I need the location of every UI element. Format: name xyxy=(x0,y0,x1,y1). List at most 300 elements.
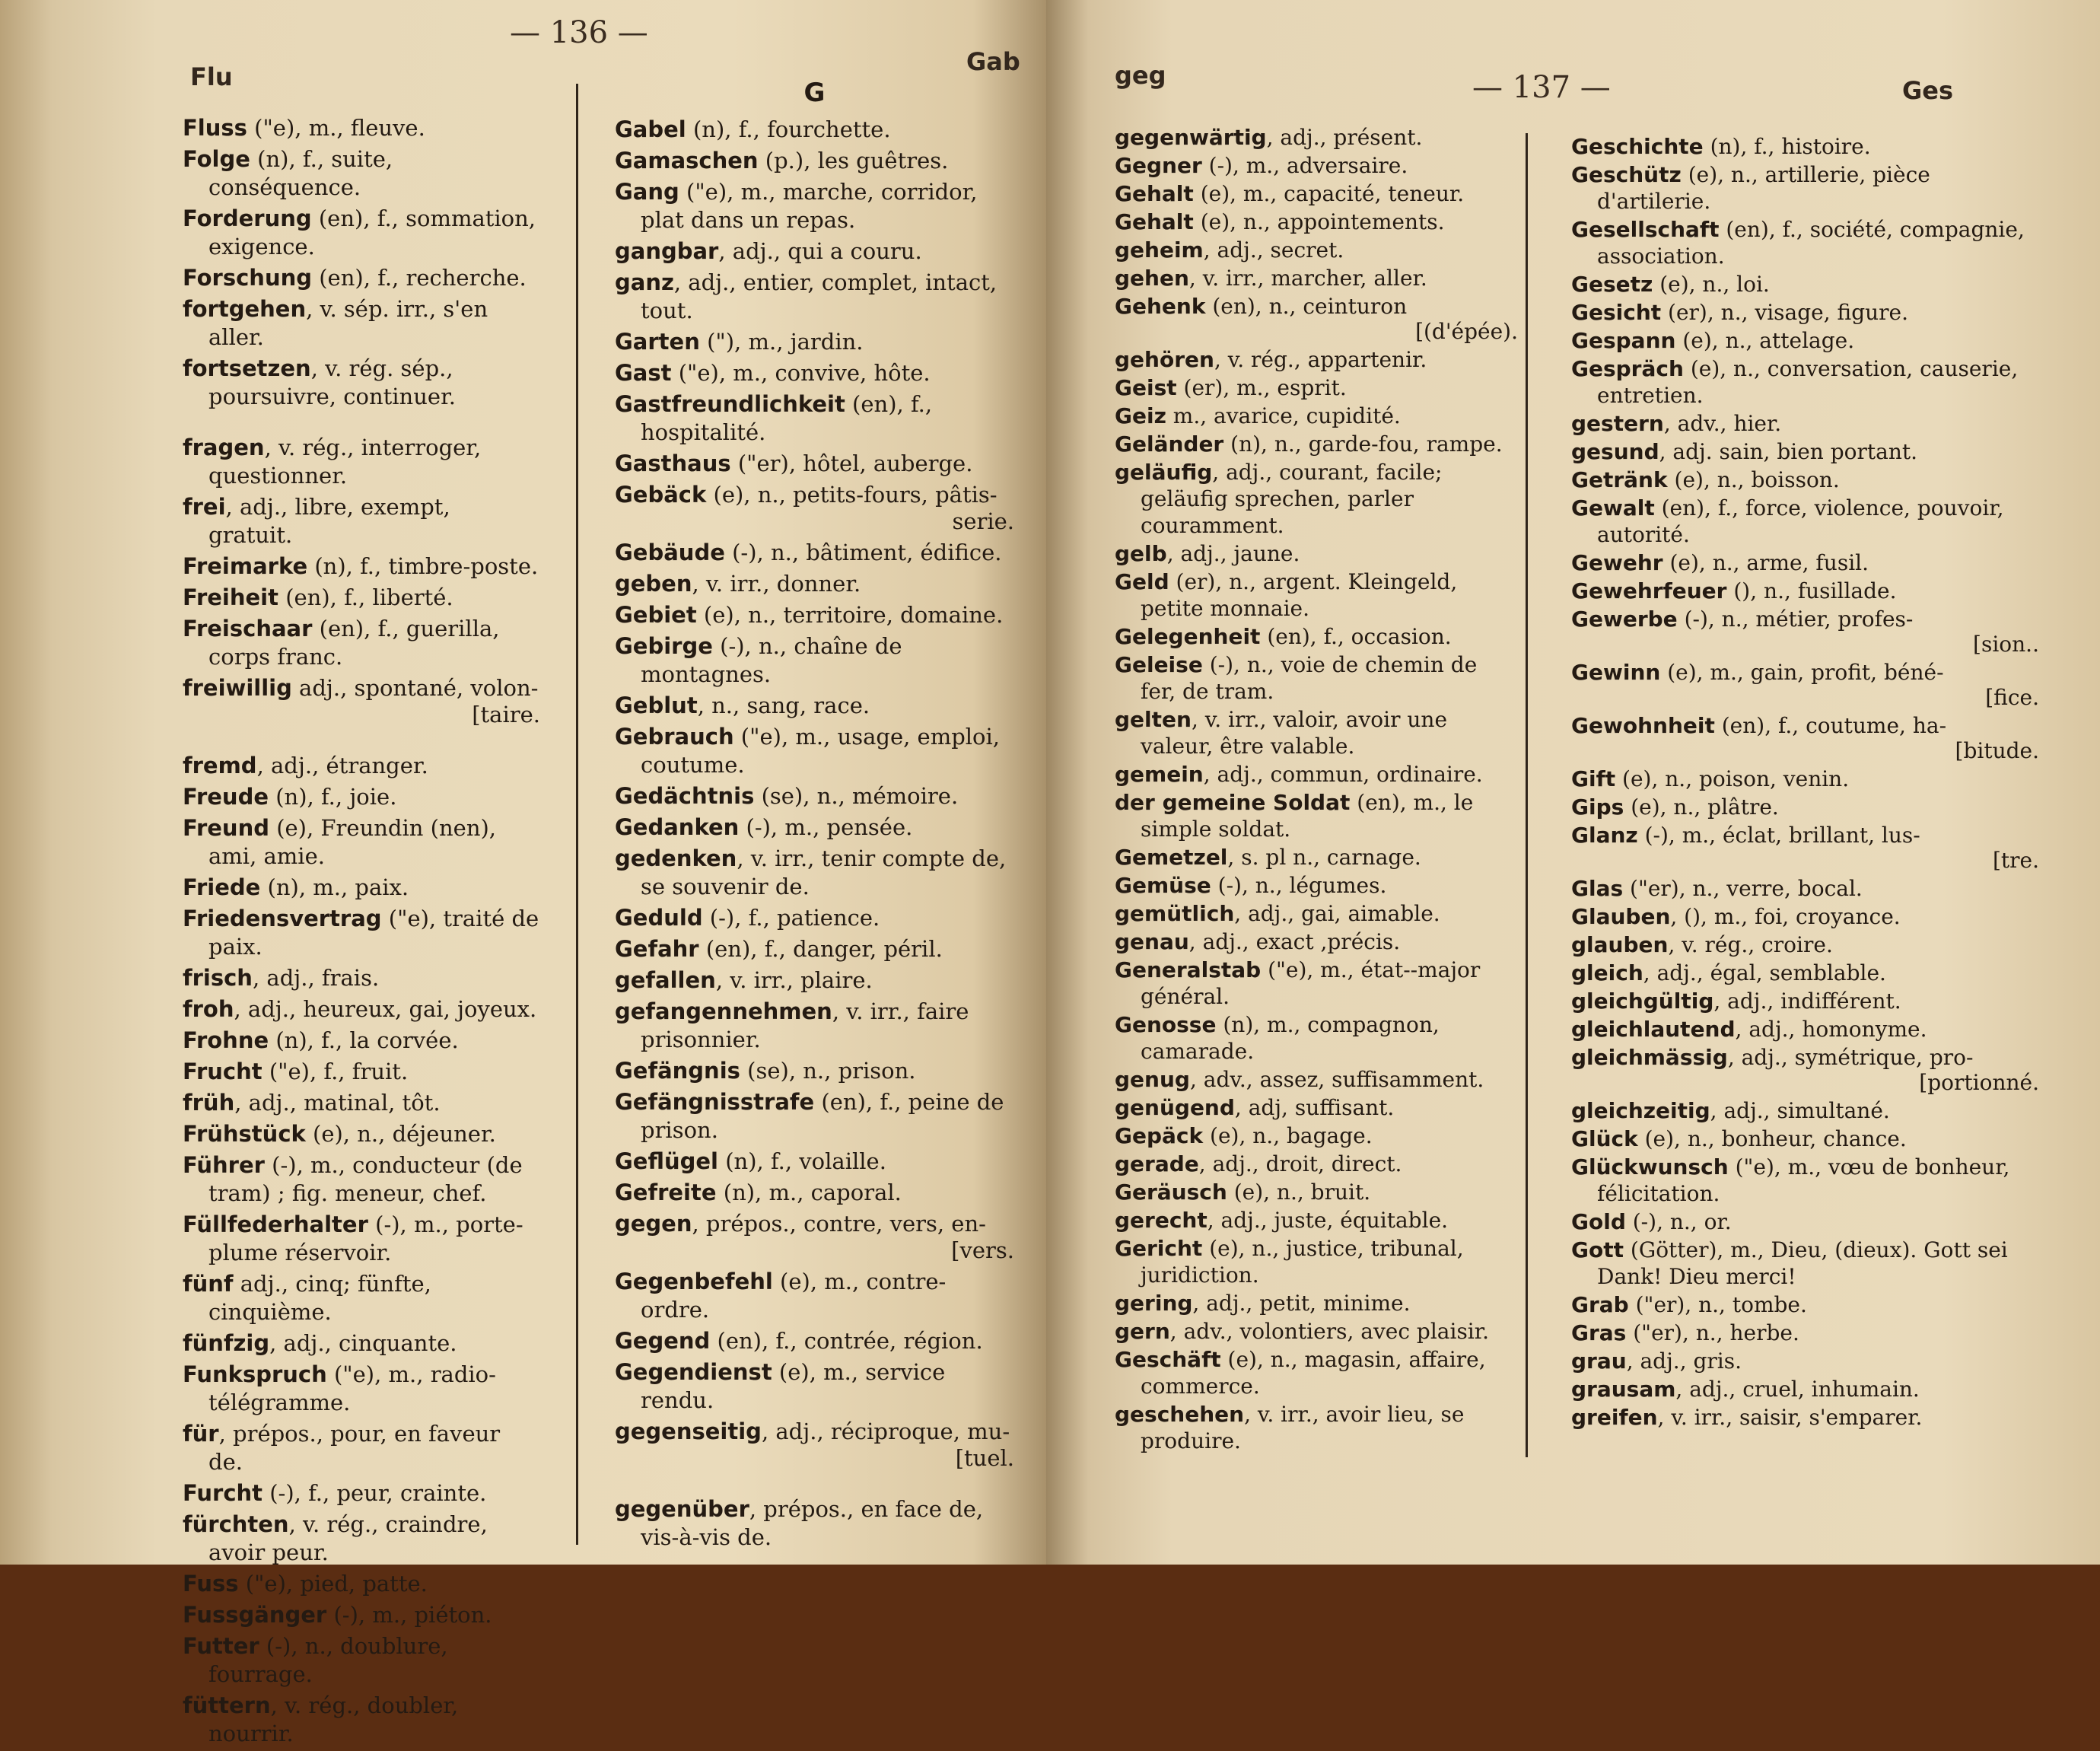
headword: freiwillig xyxy=(183,675,292,701)
definition: (e), n., bruit. xyxy=(1227,1180,1371,1205)
definition: ("e), m., convive, hôte. xyxy=(671,360,931,386)
definition: , adj., homonyme. xyxy=(1735,1017,1927,1042)
headword: gegen xyxy=(615,1211,692,1237)
headword: Gedanken xyxy=(615,814,740,840)
dictionary-entry xyxy=(1571,1154,2039,1207)
section-letter: G xyxy=(803,78,826,108)
headword: fünf xyxy=(183,1271,234,1297)
headword: Gold xyxy=(1571,1209,1626,1234)
dictionary-entry xyxy=(1115,152,1518,179)
headword: Gemüse xyxy=(1115,873,1211,898)
definition: (en), f., force, violence, pouvoir, autorité. xyxy=(1597,495,2004,547)
definition: , v. irr., donner. xyxy=(692,571,861,597)
definition: (e), n., arme, fusil. xyxy=(1662,550,1869,575)
definition: , v. rég., croire. xyxy=(1668,932,1833,957)
headword: Gepäck xyxy=(1115,1123,1204,1148)
dictionary-entry xyxy=(1115,706,1518,759)
headword: fortgehen xyxy=(183,296,307,322)
dictionary-entry xyxy=(615,692,1014,720)
definition: (-), n., doublure, fourrage. xyxy=(208,1633,448,1687)
headword: Generalstab xyxy=(1115,957,1262,982)
dictionary-entry xyxy=(1115,900,1518,927)
dictionary-entry xyxy=(1115,761,1518,788)
dictionary-entry xyxy=(1115,1151,1518,1177)
definition: , v. irr., marcher, aller. xyxy=(1188,266,1427,291)
headword: Gehenk xyxy=(1115,294,1206,319)
definition: (e), Freundin (nen), ami, amie. xyxy=(208,815,497,869)
definition: (-), m., éclat, brillant, lus- xyxy=(1637,823,1920,848)
definition: ("e), m., radio-télégramme. xyxy=(208,1361,496,1415)
headword: gerade xyxy=(1115,1151,1199,1176)
definition: (n), n., garde-fou, rampe. xyxy=(1223,431,1503,457)
headword: gelten xyxy=(1115,707,1192,732)
definition: (e), n., magasin, affaire, commerce. xyxy=(1141,1347,1486,1399)
dictionary-entry xyxy=(615,328,1014,356)
dictionary-entry xyxy=(615,116,1014,144)
dictionary-entry xyxy=(183,752,540,780)
headword: gestern xyxy=(1571,411,1664,436)
dictionary-entry xyxy=(183,1027,540,1055)
definition: , adv., volontiers, avec plaisir. xyxy=(1169,1319,1489,1344)
dictionary-entry xyxy=(183,205,540,261)
definition: , adj., jaune. xyxy=(1166,541,1300,566)
headword: gern xyxy=(1115,1319,1170,1344)
column-f-entries xyxy=(183,114,540,1751)
definition: (-), n., légumes. xyxy=(1211,873,1387,898)
headword: Frühstück xyxy=(183,1121,306,1147)
definition: (n), f., histoire. xyxy=(1703,134,1871,159)
definition: (en), f., sommation, exigence. xyxy=(208,205,536,259)
dictionary-entry xyxy=(1571,960,2039,986)
dictionary-entry xyxy=(615,782,1014,810)
headword: Geflügel xyxy=(615,1148,718,1174)
dictionary-entry xyxy=(1571,271,2039,298)
headword: fortsetzen xyxy=(183,355,311,381)
dictionary-entry xyxy=(615,1327,1014,1355)
dictionary-entry xyxy=(1571,822,2039,874)
headword: Genosse xyxy=(1115,1012,1217,1037)
definition: ("er), n., tombe. xyxy=(1628,1292,1807,1317)
headword: Freiheit xyxy=(183,584,278,610)
headword: Freimarke xyxy=(183,553,308,579)
dictionary-entry xyxy=(1571,578,2039,604)
definition: (en), f., coutume, ha- xyxy=(1714,713,1947,738)
definition: (e), n., territoire, domaine. xyxy=(696,602,1004,628)
definition: , v. irr., plaire. xyxy=(715,967,873,993)
definition: , adj., cinquante. xyxy=(269,1330,457,1356)
definition: (-), m., piéton. xyxy=(326,1602,492,1628)
page-137 xyxy=(1046,0,2100,1565)
definition: , v. irr., avoir lieu, se produire. xyxy=(1141,1402,1465,1453)
dictionary-entry xyxy=(1115,293,1518,345)
definition: , v. rég., appartenir. xyxy=(1214,347,1427,372)
dictionary-entry xyxy=(1571,1291,2039,1318)
headword: Gericht xyxy=(1115,1236,1203,1261)
definition: , adj., juste, équitable. xyxy=(1207,1208,1449,1233)
definition: ("e), f., fruit. xyxy=(262,1059,409,1084)
headword: Garten xyxy=(615,329,700,355)
headword: Gewohnheit xyxy=(1571,713,1715,738)
headword: frisch xyxy=(183,965,253,991)
dictionary-entry xyxy=(183,615,540,671)
headword: Gewinn xyxy=(1571,660,1661,685)
definition: , adj., égal, semblable. xyxy=(1643,960,1886,985)
dictionary-entry xyxy=(615,1268,1014,1324)
definition: (en), f., guerilla, corps franc. xyxy=(208,616,500,670)
definition: (er), m., esprit. xyxy=(1176,375,1347,400)
headword: Geblut xyxy=(615,692,698,718)
definition: , v. irr., tenir compte de, se souvenir de. xyxy=(641,845,1007,899)
definition: (-), n., voie de chemin de fer, de tram. xyxy=(1141,652,1478,704)
definition: (e), n., plâtre. xyxy=(1624,794,1779,820)
headword: Gesellschaft xyxy=(1571,217,1720,242)
dictionary-entry xyxy=(183,905,540,961)
column-geg-entries xyxy=(1115,124,1518,1456)
dictionary-entry xyxy=(615,539,1014,567)
headword: geben xyxy=(615,571,692,597)
dictionary-entry xyxy=(615,237,1014,266)
dictionary-entry xyxy=(1115,124,1518,151)
definition-overflow: [fice. xyxy=(1985,685,2039,710)
dictionary-entry xyxy=(1115,180,1518,207)
headword: glauben xyxy=(1571,932,1669,957)
definition: , v. sép. irr., s'en aller. xyxy=(208,296,488,350)
definition: , adj., petit, minime. xyxy=(1192,1291,1411,1316)
dictionary-entry xyxy=(615,450,1014,478)
headword: Glas xyxy=(1571,876,1624,901)
dictionary-entry xyxy=(1571,438,2039,465)
definition: , v. irr., valoir, avoir une valeur, être valable. xyxy=(1141,707,1448,759)
dictionary-entry xyxy=(1115,1207,1518,1234)
headword: Freischaar xyxy=(183,616,313,642)
definition: (e), n., justice, tribunal, juridiction. xyxy=(1141,1236,1464,1288)
running-head-left: Flu xyxy=(190,62,233,91)
dictionary-entry xyxy=(183,1692,540,1748)
dictionary-entry xyxy=(183,783,540,811)
definition: , adj., libre, exempt, gratuit. xyxy=(208,494,450,548)
definition: (n), f., timbre-poste. xyxy=(307,553,539,579)
definition: (e), m., service rendu. xyxy=(641,1359,946,1413)
headword: Gefahr xyxy=(615,936,699,962)
dictionary-entry xyxy=(615,1179,1014,1207)
column-rule xyxy=(576,84,578,1545)
headword: Gift xyxy=(1571,766,1616,791)
definition: , adj., heureux, gai, joyeux. xyxy=(234,996,537,1022)
definition: ("er), n., verre, bocal. xyxy=(1623,876,1863,901)
headword: Geist xyxy=(1115,375,1177,400)
dictionary-entry xyxy=(1571,875,2039,902)
dictionary-entry xyxy=(183,1270,540,1326)
definition: ("e), m., usage, emploi, coutume. xyxy=(641,724,1000,778)
dictionary-entry xyxy=(1571,1376,2039,1402)
definition: , v. irr., faire prisonnier. xyxy=(641,998,969,1052)
headword: ganz xyxy=(615,269,674,295)
headword: Geschäft xyxy=(1115,1347,1221,1372)
definition: , adv., assez, suffisamment. xyxy=(1189,1067,1484,1092)
dictionary-entry xyxy=(183,1058,540,1086)
headword: Gebrauch xyxy=(615,724,734,750)
dictionary-entry xyxy=(1571,549,2039,576)
headword: Gamaschen xyxy=(615,148,759,174)
definition-overflow: [taire. xyxy=(472,702,540,727)
definition: (-), n., chaîne de montagnes. xyxy=(641,633,902,687)
definition: , v. rég., interroger, questionner. xyxy=(208,435,482,489)
definition: , adj., gris. xyxy=(1626,1348,1742,1374)
dictionary-entry xyxy=(1571,712,2039,764)
definition-overflow: [tre. xyxy=(1992,848,2039,873)
dictionary-entry xyxy=(1571,766,2039,792)
dictionary-entry xyxy=(1571,355,2039,409)
headword: Furcht xyxy=(183,1480,263,1506)
headword: greifen xyxy=(1571,1405,1658,1430)
headword: Gebirge xyxy=(615,633,713,659)
headword: Grab xyxy=(1571,1292,1629,1317)
headword: Gefängnis xyxy=(615,1058,740,1084)
dictionary-entry xyxy=(183,1361,540,1417)
page-number: — 137 — xyxy=(1472,70,1611,105)
headword: gesund xyxy=(1571,439,1659,464)
definition: ("e), m., marche, corridor, plat dans un repas. xyxy=(641,179,978,233)
definition: , adj., gai, aimable. xyxy=(1234,901,1440,926)
headword: gehören xyxy=(1115,347,1214,372)
headword: Folge xyxy=(183,146,250,172)
definition: adj., spontané, volon- xyxy=(291,675,539,701)
dictionary-entry xyxy=(615,632,1014,689)
definition: (se), n., mémoire. xyxy=(754,783,959,809)
definition: (en), f., danger, péril. xyxy=(698,936,943,962)
page-number: — 136 — xyxy=(510,15,648,50)
definition: , adj., étranger. xyxy=(256,753,428,778)
dictionary-entry xyxy=(1571,327,2039,354)
definition: (n), f., fourchette. xyxy=(686,116,891,142)
definition: (-), n., métier, profes- xyxy=(1677,606,1914,632)
headword: Glückwunsch xyxy=(1571,1154,1729,1180)
dictionary-entry xyxy=(1115,209,1518,235)
definition: (e), n., conversation, causerie, entretien. xyxy=(1597,356,2019,408)
headword: gleichlautend xyxy=(1571,1017,1736,1042)
headword: Gesicht xyxy=(1571,300,1662,325)
definition: , n., sang, race. xyxy=(697,692,870,718)
dictionary-entry xyxy=(1571,903,2039,930)
definition: (-), n., bâtiment, édifice. xyxy=(724,540,1002,565)
headword: Gras xyxy=(1571,1320,1627,1345)
dictionary-entry xyxy=(615,935,1014,963)
dictionary-entry xyxy=(1115,651,1518,705)
dictionary-entry xyxy=(183,145,540,202)
headword: Gehalt xyxy=(1115,181,1194,206)
headword: gehen xyxy=(1115,266,1189,291)
headword: Fluss xyxy=(183,115,247,141)
dictionary-entry xyxy=(615,966,1014,995)
dictionary-entry xyxy=(1115,459,1518,539)
dictionary-entry xyxy=(1115,623,1518,650)
definition: (-), f., peur, crainte. xyxy=(262,1480,487,1506)
dictionary-entry xyxy=(1115,1290,1518,1316)
dictionary-entry xyxy=(1571,1348,2039,1374)
definition: adj., cinq; fünfte, cinquième. xyxy=(208,1271,431,1325)
dictionary-entry xyxy=(1571,794,2039,820)
definition: , v. rég., doubler, nourrir. xyxy=(208,1692,459,1746)
definition: , prépos., en face de, vis-à-vis de. xyxy=(641,1496,984,1550)
headword: gefangennehmen xyxy=(615,998,832,1024)
dictionary-entry xyxy=(1115,1066,1518,1093)
dictionary-entry xyxy=(1115,928,1518,955)
definition: (-), m., porte-plume réservoir. xyxy=(208,1211,523,1265)
definition: ("e), m., fleuve. xyxy=(247,115,425,141)
headword: Gabel xyxy=(615,116,686,142)
headword: genügend xyxy=(1115,1095,1235,1120)
dictionary-entry xyxy=(615,390,1014,447)
running-head-right: Gab xyxy=(966,47,1020,76)
definition: ("e), pied, patte. xyxy=(238,1571,428,1597)
dictionary-entry xyxy=(183,1420,540,1476)
dictionary-entry xyxy=(183,874,540,902)
dictionary-entry xyxy=(1115,1401,1518,1454)
definition: (e), n., bonheur, chance. xyxy=(1637,1126,1907,1151)
headword: Geld xyxy=(1115,569,1169,594)
dictionary-entry xyxy=(183,114,540,142)
definition: , adj., commun, ordinaire. xyxy=(1203,762,1483,787)
column-ges-entries xyxy=(1571,133,2039,1432)
dictionary-entry xyxy=(1115,1346,1518,1399)
definition: (er), n., argent. Kleingeld, petite monnaie. xyxy=(1141,569,1458,621)
definition: , (), m., foi, croyance. xyxy=(1670,904,1901,929)
dictionary-entry xyxy=(183,1151,540,1208)
dictionary-entry xyxy=(1571,1404,2039,1431)
dictionary-entry xyxy=(615,1088,1014,1145)
definition: (n), f., la corvée. xyxy=(269,1027,459,1053)
definition: , adj., réciproque, mu- xyxy=(761,1418,1010,1444)
dictionary-entry xyxy=(615,813,1014,842)
dictionary-entry xyxy=(183,1089,540,1117)
dictionary-entry xyxy=(1571,1237,2039,1290)
dictionary-entry xyxy=(183,434,540,490)
headword: Frucht xyxy=(183,1059,262,1084)
headword: Gastfreundlichkeit xyxy=(615,391,845,417)
definition: (-), m., pensée. xyxy=(739,814,913,840)
dictionary-entry xyxy=(615,845,1014,901)
headword: Getränk xyxy=(1571,467,1668,492)
definition: , prépos., contre, vers, en- xyxy=(692,1211,986,1237)
definition: m., avarice, cupidité. xyxy=(1166,403,1401,428)
definition: (n), m., caporal. xyxy=(716,1180,902,1205)
definition: , adj., simultané. xyxy=(1710,1098,1890,1123)
dictionary-entry xyxy=(1115,1179,1518,1205)
dictionary-entry xyxy=(183,1570,540,1598)
headword: für xyxy=(183,1421,219,1447)
headword: Geduld xyxy=(615,905,703,931)
dictionary-entry xyxy=(1115,1094,1518,1121)
headword: Gebäude xyxy=(615,540,725,565)
dictionary-entry xyxy=(1571,495,2039,548)
dictionary-entry xyxy=(1571,659,2039,711)
headword: gegenüber xyxy=(615,1496,749,1522)
headword: Frohne xyxy=(183,1027,269,1053)
definition: , s. pl n., carnage. xyxy=(1227,845,1421,870)
dictionary-entry xyxy=(1115,1011,1518,1065)
headword: Freund xyxy=(183,815,269,841)
dictionary-entry xyxy=(1571,988,2039,1014)
headword: froh xyxy=(183,996,234,1022)
headword: Führer xyxy=(183,1152,265,1178)
dictionary-entry xyxy=(1115,872,1518,899)
dictionary-entry xyxy=(1571,1016,2039,1043)
headword: grausam xyxy=(1571,1377,1676,1402)
dictionary-entry xyxy=(1571,466,2039,493)
dictionary-entry xyxy=(615,601,1014,629)
running-head-right: Ges xyxy=(1902,76,1954,105)
definition: , adj., courant, facile; geläufig sprechen, parler couramment. xyxy=(1141,460,1443,538)
dictionary-entry xyxy=(1115,957,1518,1010)
dictionary-entry xyxy=(183,584,540,612)
headword: Gebiet xyxy=(615,602,697,628)
headword: Gespräch xyxy=(1571,356,1684,381)
definition: ("e), m., état--major général. xyxy=(1141,957,1481,1009)
definition: ("e), m., vœu de bonheur, félicitation. xyxy=(1597,1154,2010,1206)
definition: (e), n., déjeuner. xyxy=(305,1121,496,1147)
definition: (en), f., occasion. xyxy=(1260,624,1452,649)
dictionary-entry xyxy=(615,147,1014,175)
headword: der gemeine Soldat xyxy=(1115,790,1351,815)
headword: Gefreite xyxy=(615,1180,717,1205)
definition: (Götter), m., Dieu, (dieux). Gott sei Dank! Dieu merci! xyxy=(1597,1237,2008,1289)
headword: Gott xyxy=(1571,1237,1624,1262)
definition: (n), m., paix. xyxy=(260,874,409,900)
headword: früh xyxy=(183,1090,235,1116)
dictionary-entry xyxy=(615,1057,1014,1085)
headword: fragen xyxy=(183,435,265,460)
dictionary-entry xyxy=(615,998,1014,1054)
dictionary-entry xyxy=(1571,1044,2039,1096)
definition-overflow: [tuel. xyxy=(955,1445,1014,1471)
definition: , adj., qui a couru. xyxy=(718,238,922,264)
dictionary-entry xyxy=(615,1148,1014,1176)
headword: Funkspruch xyxy=(183,1361,327,1387)
definition: , adj, suffisant. xyxy=(1234,1095,1395,1120)
definition: , v. rég. sép., poursuivre, continuer. xyxy=(208,355,456,409)
dictionary-entry xyxy=(183,295,540,352)
definition: (e), n., appointements. xyxy=(1193,209,1445,234)
definition: (en), f., société, compagnie, association. xyxy=(1597,217,2025,269)
dictionary-entry xyxy=(1115,265,1518,291)
definition: , adj., matinal, tôt. xyxy=(234,1090,441,1116)
definition: , adj., entier, complet, intact, tout. xyxy=(641,269,998,323)
dictionary-entry xyxy=(1571,299,2039,326)
headword: Gasthaus xyxy=(615,450,731,476)
headword: Forschung xyxy=(183,265,313,291)
dictionary-entry xyxy=(1571,1125,2039,1152)
dictionary-entry xyxy=(183,1632,540,1689)
headword: gefallen xyxy=(615,967,716,993)
dictionary-entry xyxy=(1115,789,1518,842)
headword: Gefängnisstrafe xyxy=(615,1089,815,1115)
headword: geschehen xyxy=(1115,1402,1245,1427)
headword: Gelegenheit xyxy=(1115,624,1261,649)
headword: Glauben xyxy=(1571,904,1671,929)
definition: , adj., exact ,précis. xyxy=(1188,929,1401,954)
headword: füttern xyxy=(183,1692,271,1718)
dictionary-entry xyxy=(1571,133,2039,160)
definition-overflow: [(d'épée). xyxy=(1415,319,1518,344)
headword: Freude xyxy=(183,784,269,810)
definition: (e), m., gain, profit, béné- xyxy=(1660,660,1944,685)
headword: gerecht xyxy=(1115,1208,1208,1233)
definition: (n), f., suite, conséquence. xyxy=(208,146,393,200)
headword: Geschichte xyxy=(1571,134,1704,159)
headword: gleichgültig xyxy=(1571,989,1714,1014)
definition: ("er), hôtel, auberge. xyxy=(730,450,973,476)
dictionary-entry xyxy=(1571,931,2039,958)
